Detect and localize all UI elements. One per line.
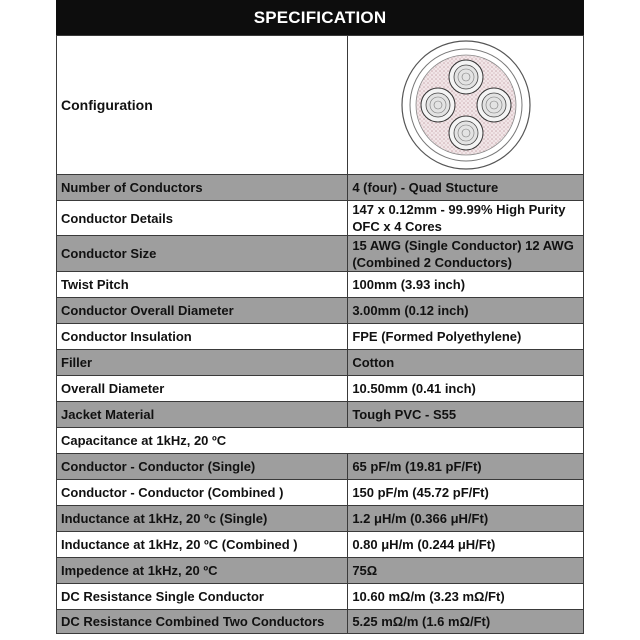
spec-row — [57, 201, 584, 236]
spec-header — [56, 0, 584, 35]
spec-row — [57, 272, 584, 298]
spec-row — [57, 236, 584, 272]
spec-row-value: 3.00mm (0.12 inch) — [348, 298, 584, 324]
spec-row-label: Number of Conductors — [57, 175, 348, 201]
spec-row-label: Conductor - Conductor (Single) — [57, 454, 348, 480]
spec-row-label: Filler — [57, 350, 348, 376]
spec-row — [57, 298, 584, 324]
spec-row-label: Conductor Insulation — [57, 324, 348, 350]
spec-row — [57, 558, 584, 584]
spec-row-label: Overall Diameter — [57, 376, 348, 402]
spec-row — [57, 480, 584, 506]
spec-row — [57, 175, 584, 201]
config-row — [57, 36, 584, 175]
spec-row — [57, 428, 584, 454]
spec-row-value: 100mm (3.93 inch) — [348, 272, 584, 298]
spec-table — [56, 35, 584, 634]
spec-row-value: 5.25 mΩ/m (1.6 mΩ/Ft) — [348, 610, 584, 634]
spec-row-label: Impedence at 1kHz, 20 ºC — [57, 558, 348, 584]
spec-row-value: Cotton — [348, 350, 584, 376]
spec-row-label: Capacitance at 1kHz, 20 ºC — [57, 428, 584, 454]
spec-row — [57, 506, 584, 532]
spec-row-label: Conductor Overall Diameter — [57, 298, 348, 324]
spec-row-value: 15 AWG (Single Conductor) 12 AWG (Combined 2 Conductors) — [348, 236, 584, 272]
spec-row-label: Inductance at 1kHz, 20 ºc (Single) — [57, 506, 348, 532]
spec-row — [57, 350, 584, 376]
spec-row-value: 150 pF/m (45.72 pF/Ft) — [348, 480, 584, 506]
spec-row-value: 4 (four) - Quad Stucture — [348, 175, 584, 201]
spec-row-label: Inductance at 1kHz, 20 ºC (Combined ) — [57, 532, 348, 558]
spec-row-label: Conductor Size — [57, 236, 348, 272]
spec-row-label: Twist Pitch — [57, 272, 348, 298]
spec-rows — [57, 175, 584, 634]
spec-row-value: FPE (Formed Polyethylene) — [348, 324, 584, 350]
spec-row-label: DC Resistance Combined Two Conductors — [57, 610, 348, 634]
config-label: Configuration — [57, 36, 348, 175]
spec-row-label: Conductor - Conductor (Combined ) — [57, 480, 348, 506]
specification-sheet — [56, 0, 584, 640]
spec-row-label: DC Resistance Single Conductor — [57, 584, 348, 610]
cable-cross-section-diagram — [348, 36, 584, 175]
spec-row-label: Conductor Details — [57, 201, 348, 236]
spec-row — [57, 584, 584, 610]
spec-row-value: Tough PVC - S55 — [348, 402, 584, 428]
spec-row — [57, 610, 584, 634]
cable-cross-section-icon — [391, 38, 541, 172]
spec-row-value: 0.80 μH/m (0.244 μH/Ft) — [348, 532, 584, 558]
spec-row-value: 1.2 μH/m (0.366 μH/Ft) — [348, 506, 584, 532]
spec-row-value: 147 x 0.12mm - 99.99% High Purity OFC x 4 Cores — [348, 201, 584, 236]
spec-row — [57, 402, 584, 428]
spec-row — [57, 532, 584, 558]
spec-row-label: Jacket Material — [57, 402, 348, 428]
spec-row — [57, 376, 584, 402]
spec-row-value: 75Ω — [348, 558, 584, 584]
spec-row-value: 65 pF/m (19.81 pF/Ft) — [348, 454, 584, 480]
spec-title: SPECIFICATION — [253, 7, 387, 27]
spec-row — [57, 454, 584, 480]
spec-row — [57, 324, 584, 350]
spec-row-value: 10.60 mΩ/m (3.23 mΩ/Ft) — [348, 584, 584, 610]
spec-row-value: 10.50mm (0.41 inch) — [348, 376, 584, 402]
